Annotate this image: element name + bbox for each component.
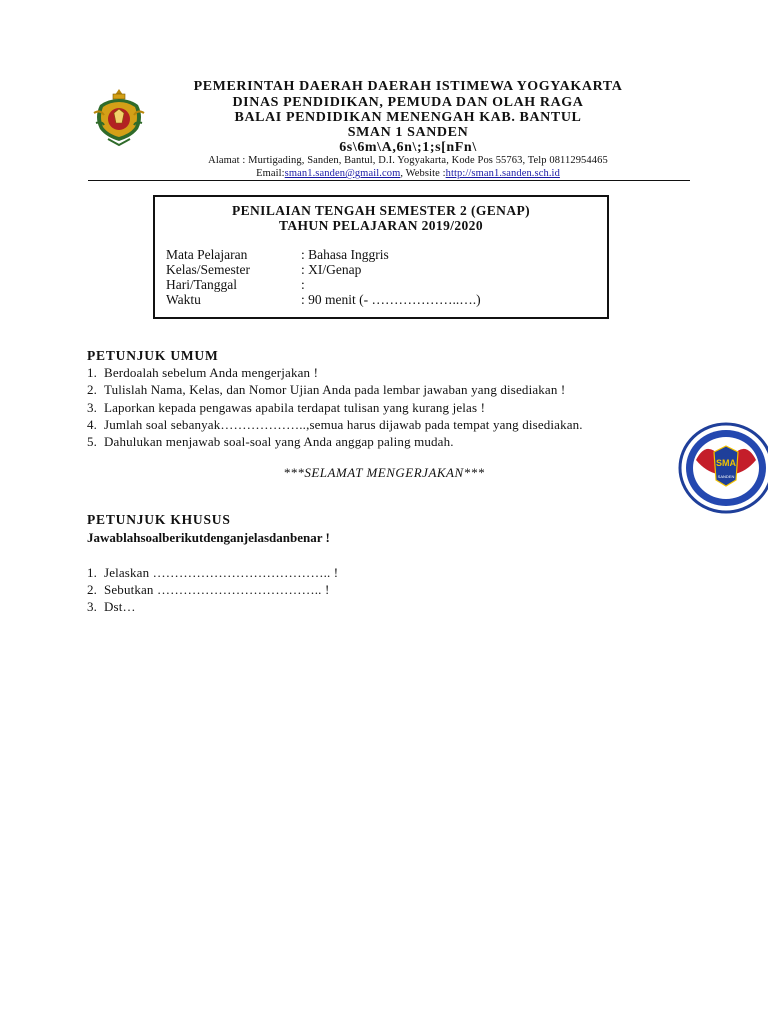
item-text: Sebutkan ……………………………….. ! <box>104 582 330 597</box>
email-link[interactable]: sman1.sanden@gmail.com <box>284 168 401 179</box>
list-item <box>87 417 583 433</box>
item-text: Tulislah Nama, Kelas, dan Nomor Ujian Anda pada lembar jawaban yang disediakan ! <box>104 382 566 397</box>
info-row-subject <box>166 247 389 262</box>
general-instructions-heading: PETUNJUK UMUM <box>87 348 219 363</box>
item-text: Dst… <box>104 599 136 614</box>
item-number: 3. <box>87 400 98 415</box>
item-number: 4. <box>87 417 98 432</box>
letterhead-contact <box>148 168 668 179</box>
item-text: Laporkan kepada pengawas apabila terdapat tulisan yang kurang jelas ! <box>104 400 486 415</box>
item-number: 2. <box>87 382 98 397</box>
logo-caption-text: SANDEN <box>717 474 735 479</box>
email-label: Email: <box>256 168 285 179</box>
letterhead-divider <box>88 180 690 181</box>
sman1-sanden-logo-icon <box>676 422 768 514</box>
closing-greeting: ***SELAMAT MENGERJAKAN*** <box>283 465 485 480</box>
info-label: Kelas/Semester <box>166 262 250 277</box>
item-text: Berdoalah sebelum Anda mengerjakan ! <box>104 365 319 380</box>
letterhead-government: PEMERINTAH DAERAH DAERAH ISTIMEWA YOGYAKARTA <box>193 79 623 94</box>
list-item <box>87 365 318 381</box>
letterhead-school: SMAN 1 SANDEN <box>347 125 469 140</box>
item-number: 2. <box>87 582 98 597</box>
info-row-date <box>166 277 305 292</box>
item-text: Jelaskan ………………………………….. ! <box>104 565 339 580</box>
yogyakarta-crest-icon <box>90 83 148 147</box>
list-item <box>87 565 338 581</box>
list-item <box>87 582 329 598</box>
special-instructions-heading: PETUNJUK KHUSUS <box>87 512 231 527</box>
list-item <box>87 599 136 615</box>
item-number: 1. <box>87 365 98 380</box>
letterhead-office: BALAI PENDIDIKAN MENENGAH KAB. BANTUL <box>234 110 582 125</box>
special-instruction-text: Jawablahsoalberikutdenganjelasdanbenar ! <box>87 530 330 545</box>
letterhead-javanese-script: 6s\6m\A,6n\;1;s[nFn\ <box>339 140 477 155</box>
info-label: Hari/Tanggal <box>166 277 238 292</box>
list-item <box>87 434 454 450</box>
list-item <box>87 382 565 398</box>
info-value: : 90 menit (- ………………..….) <box>301 292 481 307</box>
exam-title: PENILAIAN TENGAH SEMESTER 2 (GENAP) <box>231 203 531 218</box>
info-row-time <box>166 292 481 307</box>
website-link[interactable]: http://sman1.sanden.sch.id <box>445 168 560 179</box>
website-label: , Website : <box>400 168 446 179</box>
item-number: 3. <box>87 599 98 614</box>
info-label: Waktu <box>166 292 201 307</box>
letterhead-address: Alamat : Murtigading, Sanden, Bantul, D.I. Yogyakarta, Kode Pos 55763, Telp 08112954465 <box>208 155 608 166</box>
item-text: Dahulukan menjawab soal-soal yang Anda anggap paling mudah. <box>104 434 454 449</box>
exam-info-box <box>153 195 609 319</box>
info-value: : XI/Genap <box>301 262 362 277</box>
info-row-class <box>166 262 361 277</box>
info-value: : <box>301 277 305 292</box>
info-value: : Bahasa Inggris <box>301 247 389 262</box>
logo-badge-text: SMA <box>716 458 736 468</box>
item-number: 5. <box>87 434 98 449</box>
item-text: Jumlah soal sebanyak………………..,semua harus dijawab pada tempat yang disediakan. <box>104 417 583 432</box>
info-label: Mata Pelajaran <box>166 247 248 262</box>
letterhead-department: DINAS PENDIDIKAN, PEMUDA DAN OLAH RAGA <box>232 95 584 110</box>
exam-year: TAHUN PELAJARAN 2019/2020 <box>278 218 483 233</box>
list-item <box>87 400 485 416</box>
item-number: 1. <box>87 565 98 580</box>
